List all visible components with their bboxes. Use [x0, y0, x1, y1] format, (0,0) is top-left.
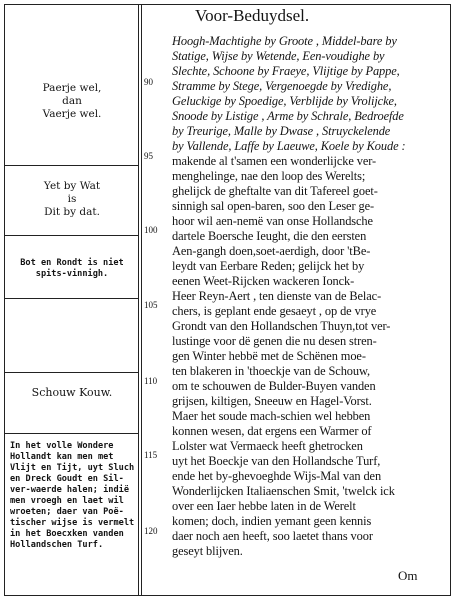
- line-number: 115: [144, 450, 158, 460]
- margin-note-line: Dit by dat.: [44, 206, 100, 218]
- text-line: om te schouwen de Bulder-Buyen vanden: [172, 379, 376, 393]
- margin-note-line: is: [67, 193, 77, 205]
- text-line: ghelijck de gheftalte van dit Tafereel goet-: [172, 184, 378, 198]
- text-line: lustinge voor dë genen die nu desen stren-: [172, 334, 377, 348]
- line-number: 110: [144, 376, 158, 386]
- bottom-border: [4, 595, 451, 596]
- margin-note-5: [10, 441, 136, 551]
- text-line: ten blakeren in 'thoeckje van de Schouw,: [172, 364, 371, 378]
- margin-divider: [138, 4, 139, 596]
- margin-note-2: [8, 180, 136, 219]
- margin-note-line: en Dreck Goudt en Sil-: [10, 474, 124, 484]
- margin-note-line: dan: [62, 95, 82, 107]
- text-line: Statige, Wijse by Wetende, Een-voudighe by: [172, 49, 385, 63]
- text-line: Wonderlijcken Italiaenschen Smit, 'twelck ick: [172, 484, 395, 498]
- line-number: 105: [144, 300, 158, 310]
- margin-note-line: Hollandt kan men met: [10, 452, 114, 462]
- left-border: [4, 4, 5, 596]
- text-line: Snoode by Listige , Arme by Schrale, Bedroefde: [172, 109, 404, 123]
- text-line: dartele Boersche Ieught, die den eersten: [172, 229, 367, 243]
- margin-note-line: tischer wijse is vermelt: [10, 518, 135, 528]
- margin-note-1: [8, 82, 136, 121]
- text-line: Grondt van den Hollandschen Thuyn,tot ver-: [172, 319, 391, 333]
- text-line: gen Winter hebbë met de Schënen moe-: [172, 349, 366, 363]
- margin-separator: [5, 372, 138, 373]
- margin-note-line: Vlijt en Tijt, uyt Sluch: [10, 463, 135, 473]
- text-line: Hoogh-Machtighe by Groote , Middel-bare by: [172, 34, 397, 48]
- catchword: Om: [398, 568, 418, 583]
- text-line: over een Iaer hebbe laten in de Werelt: [172, 499, 356, 513]
- margin-note-line: men vroegh en laet wil: [10, 496, 124, 506]
- text-line: by Treurige, Malle by Dwase , Struyckelende: [172, 124, 391, 138]
- margin-note-3: [8, 258, 136, 280]
- margin-note-4: [8, 386, 136, 399]
- text-line: grijsen, kiltigen, Sneeuw en Hagel-Vorst.: [172, 394, 372, 408]
- text-line: Stramme by Stege, Vergenoegde by Vredighe,: [172, 79, 392, 93]
- text-line: leydt van Eerbare Reden; gelijck het by: [172, 259, 365, 273]
- margin-note-line: Paerje wel,: [42, 82, 102, 94]
- line-number: 90: [144, 77, 153, 87]
- text-line: Aen-gangh doen,soet-aerdigh, door 'tBe-: [172, 244, 371, 258]
- margin-note-line: Hollandschen Turf.: [10, 540, 104, 550]
- text-line: daer noch aen heeft, soo laetet thans voor: [172, 529, 373, 543]
- margin-divider-inner: [141, 4, 142, 596]
- margin-note-line: in het Boecxken vanden: [10, 529, 124, 539]
- margin-note-line: In het volle Wondere: [10, 441, 114, 451]
- page-title: Voor-Beduydsel.: [195, 6, 310, 25]
- line-number: 100: [144, 225, 158, 235]
- text-line: makende al t'samen een wonderlijcke ver-: [172, 154, 377, 168]
- margin-note-line: ver-waerde halen; indië: [10, 485, 129, 495]
- margin-note-line: Vaerje wel.: [42, 108, 102, 120]
- margin-separator: [5, 235, 138, 236]
- line-number: 95: [144, 151, 153, 161]
- line-number: 120: [144, 526, 158, 536]
- text-line: eenen Weet-Rijcken wackeren Ionck-: [172, 274, 355, 288]
- text-line: by Vallende, Laffe by Laeuwe, Koele by Koude :: [172, 139, 406, 153]
- margin-separator: [5, 298, 138, 299]
- text-line: Geluckige by Spoedige, Verblijde by Vrolijcke,: [172, 94, 397, 108]
- margin-separator: [5, 433, 138, 434]
- right-border: [450, 4, 451, 596]
- text-line: uyt het Boeckje van den Hollandsche Turf,: [172, 454, 381, 468]
- margin-note-line: Yet by Wat: [43, 180, 101, 192]
- text-line: chers, is geplant ende gesaeyt , op de vrye: [172, 304, 377, 318]
- text-line: sinnigh sal open-baren, soo den Leser ge-: [172, 199, 375, 213]
- text-line: komen; doch, indien yemant geen kennis: [172, 514, 372, 528]
- text-line: Maer het soude mach-schien wel hebben: [172, 409, 371, 423]
- text-line: ende het by-ghevoeghde Wijs-Mal van den: [172, 469, 382, 483]
- text-line: Heer Reyn-Aert , ten dienste van de Belac-: [172, 289, 382, 303]
- margin-note-line: spits-vinnigh.: [35, 269, 109, 279]
- text-line: Lolster wat Vermaeck heeft ghetrocken: [172, 439, 363, 453]
- margin-note-line: wroeten; daer van Poë-: [10, 507, 124, 517]
- text-line: Slechte, Schoone by Fraeye, Vlijtige by Pappe,: [172, 64, 400, 78]
- top-border: [4, 4, 451, 5]
- margin-note-line: Bot en Rondt is niet: [20, 258, 124, 268]
- margin-note-line: Schouw Kouw.: [31, 386, 113, 399]
- text-line: geseyt blijven.: [172, 544, 243, 558]
- text-line: hoor wil aen-nemë van onse Hollandsche: [172, 214, 373, 228]
- margin-separator: [5, 165, 138, 166]
- text-line: menghelinge, nae den loop des Werelts;: [172, 169, 366, 183]
- text-line: konnen wesen, dat ergens een Warmer of: [172, 424, 372, 438]
